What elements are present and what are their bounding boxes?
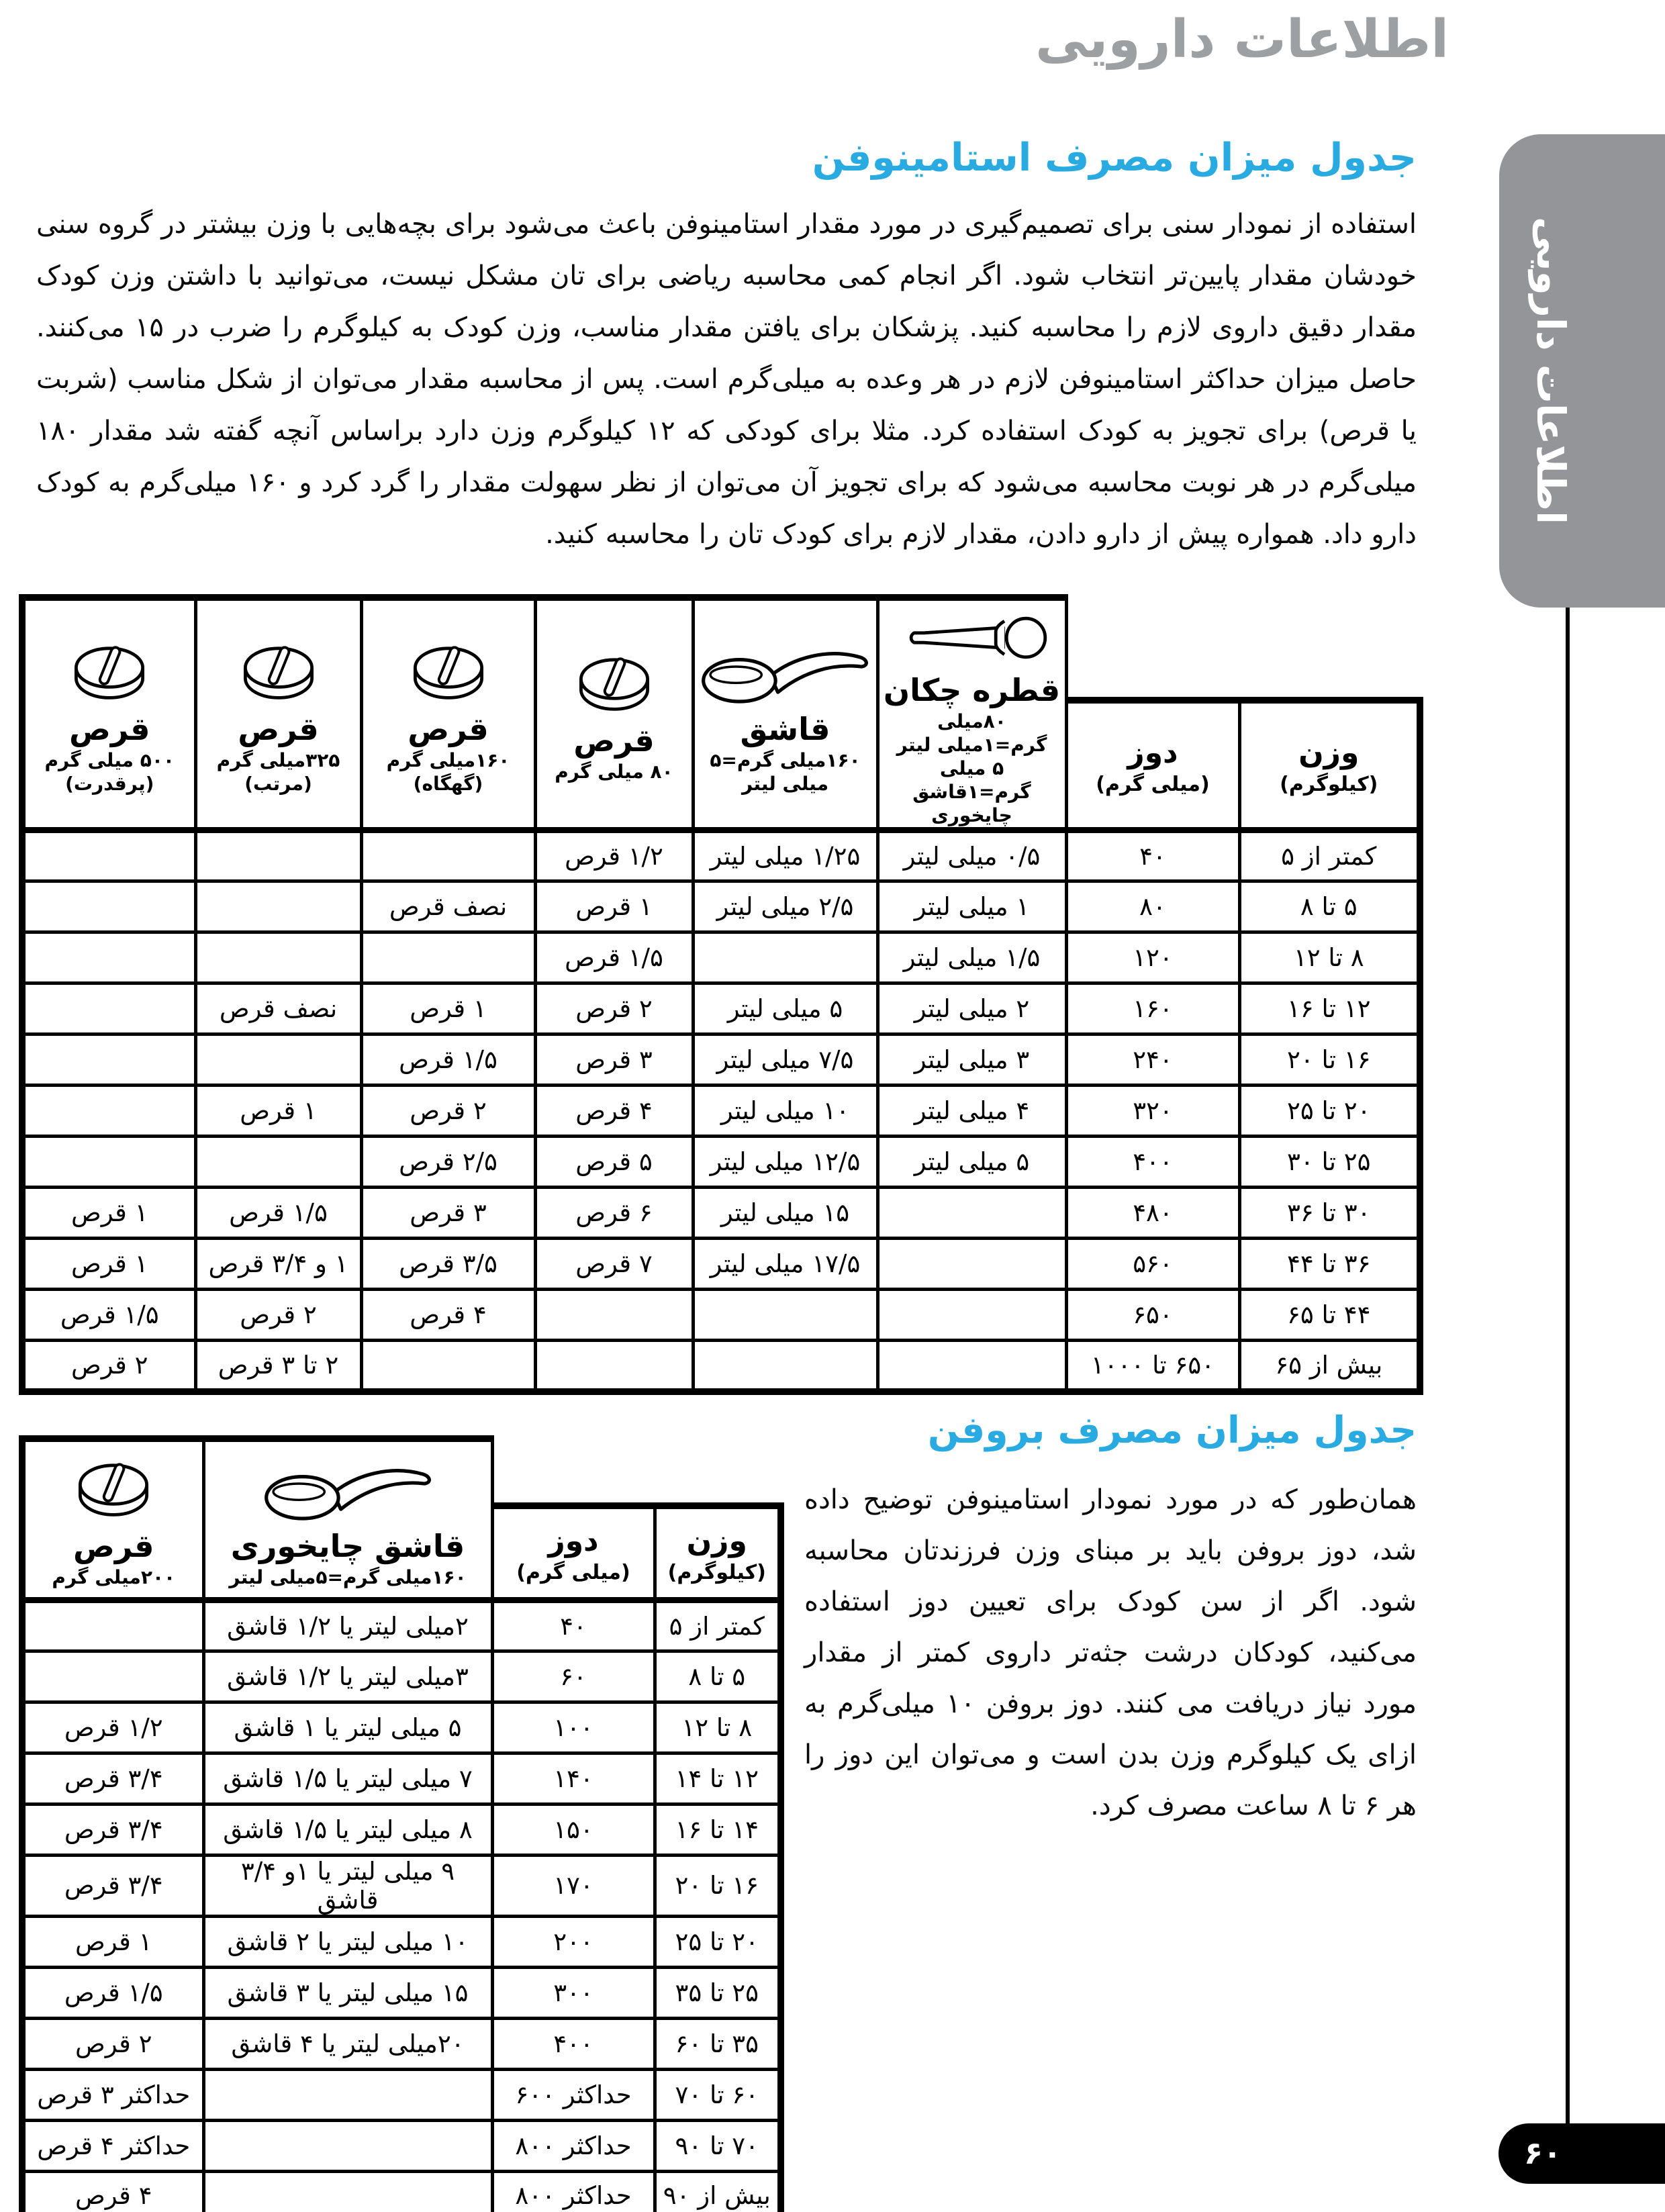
column-subtitle: ۸۰میلی گرم=۱میلی لیتر	[896, 710, 1047, 756]
header-spacer	[1239, 597, 1420, 700]
table-cell: ۲ قرص	[195, 1290, 361, 1341]
table-cell: ۴۰۰	[1066, 1137, 1239, 1188]
table-cell	[877, 1239, 1066, 1290]
pill-icon	[201, 640, 356, 707]
section-tab-label: اطلاعات دارویی	[1528, 217, 1574, 524]
column-subtitle: (پرقدرت)	[65, 772, 154, 795]
table-cell: نصف قرص	[195, 983, 361, 1035]
table-row	[22, 1651, 781, 1702]
table-cell: ۵۶۰	[1066, 1239, 1239, 1290]
table-cell: کمتر از ۵	[655, 1600, 781, 1651]
pill-icon	[367, 640, 530, 707]
acetaminophen-paragraph: استفاده از نمودار سنی برای تصمیم‌گیری در مورد مقدار استامینوفن باعث می‌شود برای بچه‌هایی با وزن بیشتر در گروه سنی خودشان مقدار پایین‌تر انتخاب شود. اگر انجام کمی محاسبه ریاضی برای تان مشکل نیست، می‌توانید با داشتن وزن کودک مقدار دقیق داروی لازم را محاسبه کنید. پزشکان برای یافتن مقدار مناسب، وزن کودک به کیلوگرم را ضرب در ۱۵ می‌کنند. حاصل میزان حداکثر استامینوفن لازم در هر وعده به میلی‌گرم است. پس از محاسبه مقدار می‌توان از شکل مناسب (شربت یا قرص) برای تجویز به کودک استفاده کرد. مثلا برای کودکی که ۱۲ کیلوگرم وزن دارد براساس آنچه گفته شد مقدار ۱۸۰ میلی‌گرم در هر نوبت محاسبه می‌شود که برای تجویز آن می‌توان از نظر سهولت مقدار را گرد کرد و ۱۶۰ میلی‌گرم به کودک دارو داد. همواره پیش از دارو دادن، مقدار لازم برای کودک تان را محاسبه کنید.	[36, 209, 1417, 550]
column-header-dose	[1066, 700, 1239, 830]
table-cell: ۳/۴ قرص	[22, 1753, 203, 1804]
table-cell: ۵ میلی لیتر	[693, 983, 877, 1035]
column-header-spoon	[693, 597, 877, 830]
column-title: دوز	[1127, 736, 1178, 771]
table-cell: ۱۰۰	[492, 1702, 655, 1753]
ibuprofen-dose-table	[19, 1435, 784, 2212]
column-subtitle: (کیلوگرم)	[1280, 773, 1378, 797]
table-cell: ۳/۴ قرص	[22, 1855, 203, 1916]
column-title: وزن	[686, 1523, 747, 1558]
table-cell	[877, 1290, 1066, 1341]
header-spacer	[1066, 597, 1239, 700]
column-header-weight	[1239, 700, 1420, 830]
table-row	[22, 983, 1420, 1035]
table-cell: ۱۲۰	[1066, 932, 1239, 983]
table-cell: ۱/۵ قرص	[22, 1967, 203, 2018]
table-cell: ۱/۲ قرص	[535, 830, 693, 881]
table-cell: ۵ تا ۸	[655, 1651, 781, 1702]
table-cell: ۳۰۰	[492, 1967, 655, 2018]
table-cell: ۲ قرص	[535, 983, 693, 1035]
column-subtitle: ۱۶۰میلی گرم	[386, 749, 510, 771]
table-cell: حداکثر ۴ قرص	[22, 2120, 203, 2171]
dropper-icon	[884, 608, 1061, 668]
column-title: قاشق	[740, 710, 830, 747]
table-cell: ۱/۵ قرص	[361, 1035, 535, 1086]
table-cell	[22, 932, 195, 983]
column-title: قاشق چایخوری	[230, 1527, 465, 1564]
table-cell	[22, 1137, 195, 1188]
table-cell: ۶۰ تا ۷۰	[655, 2069, 781, 2120]
table-cell: ۱ قرص	[22, 1188, 195, 1239]
table-cell: حداکثر ۶۰۰	[492, 2069, 655, 2120]
table-cell: ۴۰	[492, 1600, 655, 1651]
table-cell	[22, 1086, 195, 1137]
table-cell: ۱۰ میلی لیتر یا ۲ قاشق	[203, 1916, 492, 1967]
column-header-teaspoon	[203, 1439, 492, 1600]
table-cell: ۷۰ تا ۹۰	[655, 2120, 781, 2171]
table-cell: ۱۴ تا ۱۶	[655, 1804, 781, 1855]
table-cell	[535, 1341, 693, 1392]
column-subtitle: ۵ میلی گرم=۱قاشق	[912, 757, 1031, 803]
column-subtitle: ۱۶۰میلی گرم=۵	[710, 749, 861, 771]
column-title: قرص	[238, 710, 319, 747]
table-cell: ۲۴۰	[1066, 1035, 1239, 1086]
table-cell: ۱۷۰	[492, 1855, 655, 1916]
table-cell: ۶۵۰	[1066, 1290, 1239, 1341]
table-cell: ۳۰ تا ۳۶	[1239, 1188, 1420, 1239]
table-cell: ۱۲ تا ۱۶	[1239, 983, 1420, 1035]
table-cell: ۲ قرص	[22, 2018, 203, 2069]
table-cell: ۱ قرص	[22, 1239, 195, 1290]
table-row	[22, 1600, 781, 1651]
ibuprofen-paragraph: همان‌طور که در مورد نمودار استامینوفن توضیح داده شد، دوز بروفن باید بر مبنای وزن فرزندتان محاسبه شود. اگر از سن کودک برای تعیین دوز استفاده می‌کنید، کودکان درشت جثه‌تر داروی کمتر از مقدار مورد نیاز دریافت می کنند. دوز بروفن ۱۰ میلی‌گرم به ازای یک کیلوگرم وزن بدن است و می‌توان این دوز را هر ۶ تا ۸ ساعت مصرف کرد.	[804, 1484, 1417, 1821]
column-subtitle: میلی لیتر	[741, 772, 829, 795]
table-cell	[693, 1290, 877, 1341]
table-cell: ۳میلی لیتر یا ۱/۲ قاشق	[203, 1651, 492, 1702]
column-title: وزن	[1298, 736, 1360, 771]
column-header-dose	[492, 1506, 655, 1600]
table-cell	[693, 932, 877, 983]
column-header-tablet-500	[22, 597, 195, 830]
table-row	[22, 1702, 781, 1753]
table-cell: ۷/۵ میلی لیتر	[693, 1035, 877, 1086]
header-spacer	[492, 1439, 655, 1506]
table-cell: ۴ میلی لیتر	[877, 1086, 1066, 1137]
spoon-icon	[699, 640, 872, 707]
page-number-badge	[1498, 2123, 1665, 2184]
table-row	[22, 2069, 781, 2120]
table-cell	[361, 932, 535, 983]
column-title: قطره چکان	[883, 672, 1061, 708]
table-cell: ۵ تا ۸	[1239, 881, 1420, 932]
table-cell: ۱۵ میلی لیتر یا ۳ قاشق	[203, 1967, 492, 2018]
table-cell	[195, 932, 361, 983]
table-cell: ۱۰ میلی لیتر	[693, 1086, 877, 1137]
header-spacer	[655, 1439, 781, 1506]
table-row	[22, 2120, 781, 2171]
table-cell: ۳ قرص	[361, 1188, 535, 1239]
column-subtitle: ۱۶۰میلی گرم=۵میلی لیتر	[229, 1566, 467, 1588]
table-row	[22, 1341, 1420, 1392]
table-cell	[22, 1035, 195, 1086]
table-cell: ۱۷/۵ میلی لیتر	[693, 1239, 877, 1290]
table-cell	[195, 830, 361, 881]
table-cell: ۲۰ تا ۲۵	[1239, 1086, 1420, 1137]
table-cell: حداکثر ۸۰۰	[492, 2171, 655, 2212]
table-row	[22, 1137, 1420, 1188]
table-cell: ۱۲ تا ۱۴	[655, 1753, 781, 1804]
table-row	[22, 2018, 781, 2069]
table-cell: ۸ تا ۱۲	[655, 1702, 781, 1753]
column-subtitle: ۸۰ میلی گرم	[555, 761, 673, 783]
table-cell: ۹ میلی لیتر یا ۱و ۳/۴ قاشق	[203, 1855, 492, 1916]
column-subtitle: ۵۰۰ میلی گرم	[44, 749, 175, 771]
table-cell: ۶ قرص	[535, 1188, 693, 1239]
column-title: قرص	[408, 710, 489, 747]
column-subtitle: (کیلوگرم)	[667, 1560, 766, 1584]
table-row	[22, 881, 1420, 932]
table-cell: ۲/۵ قرص	[361, 1137, 535, 1188]
table-cell: حداکثر ۸۰۰	[492, 2120, 655, 2171]
column-subtitle: ۲۰۰میلی گرم	[52, 1566, 176, 1588]
column-header-weight	[655, 1506, 781, 1600]
table-cell	[203, 2171, 492, 2212]
column-subtitle: (مرتب)	[244, 772, 312, 795]
table-row	[22, 1855, 781, 1916]
table-cell: ۲۰میلی لیتر یا ۴ قاشق	[203, 2018, 492, 2069]
table-cell: ۰/۵ میلی لیتر	[877, 830, 1066, 881]
table-cell: ۱ قرص	[22, 1916, 203, 1967]
table-cell: ۱۲/۵ میلی لیتر	[693, 1137, 877, 1188]
table-cell: ۱/۲۵ میلی لیتر	[693, 830, 877, 881]
table-cell: ۲ قرص	[22, 1341, 195, 1392]
table-cell: ۴۸۰	[1066, 1188, 1239, 1239]
table-cell: ۳۵ تا ۶۰	[655, 2018, 781, 2069]
table-cell: ۱/۲ قرص	[22, 1702, 203, 1753]
table-cell: بیش از ۹۰	[655, 2171, 781, 2212]
table-cell	[203, 2069, 492, 2120]
column-header-tablet-325	[195, 597, 361, 830]
table-cell: ۲ میلی لیتر	[877, 983, 1066, 1035]
table-cell: ۷ میلی لیتر یا ۱/۵ قاشق	[203, 1753, 492, 1804]
column-title: دوز	[548, 1523, 599, 1558]
table-cell: ۶۰	[492, 1651, 655, 1702]
table-cell: ۲۰۰	[492, 1916, 655, 1967]
table-cell: ۵ میلی لیتر یا ۱ قاشق	[203, 1702, 492, 1753]
table-cell: ۴۰	[1066, 830, 1239, 881]
column-header-dropper	[877, 597, 1066, 830]
table-cell: ۲میلی لیتر یا ۱/۲ قاشق	[203, 1600, 492, 1651]
table-row	[22, 1239, 1420, 1290]
table-cell: ۱۶ تا ۲۰	[1239, 1035, 1420, 1086]
column-title: قرص	[73, 1527, 154, 1564]
table-cell: ۱۶۰	[1066, 983, 1239, 1035]
table-cell	[195, 1137, 361, 1188]
table-cell: ۱۵۰	[492, 1804, 655, 1855]
column-subtitle: (میلی گرم)	[1096, 773, 1210, 797]
table-cell: ۱۶ تا ۲۰	[655, 1855, 781, 1916]
column-header-tablet-160	[361, 597, 535, 830]
table-cell: ۳ میلی لیتر	[877, 1035, 1066, 1086]
ibuprofen-heading: جدول میزان مصرف بروفن	[927, 1408, 1417, 1451]
table-row	[22, 1188, 1420, 1239]
table-cell: ۴ قرص	[535, 1086, 693, 1137]
table-cell: ۳/۵ قرص	[361, 1239, 535, 1290]
table-cell	[877, 1341, 1066, 1392]
table-cell	[361, 1341, 535, 1392]
table-cell: ۱ قرص	[535, 881, 693, 932]
table-cell	[203, 2120, 492, 2171]
table-cell: ۸ میلی لیتر یا ۱/۵ قاشق	[203, 1804, 492, 1855]
table-cell	[195, 881, 361, 932]
table-cell: ۵ قرص	[535, 1137, 693, 1188]
table-row	[22, 932, 1420, 983]
table-cell: بیش از ۶۵	[1239, 1341, 1420, 1392]
table-cell: ۲۰ تا ۲۵	[655, 1916, 781, 1967]
column-header-tablet-200	[22, 1439, 203, 1600]
table-cell: ۱/۵ قرص	[195, 1188, 361, 1239]
table-row	[22, 1804, 781, 1855]
table-cell	[22, 881, 195, 932]
table-cell: ۴ قرص	[22, 2171, 203, 2212]
column-header-tablet-80	[535, 597, 693, 830]
page-number: ۶۰	[1524, 2134, 1562, 2171]
table-cell: ۴۴ تا ۶۵	[1239, 1290, 1420, 1341]
table-cell: ۷ قرص	[535, 1239, 693, 1290]
table-cell: ۳/۴ قرص	[22, 1804, 203, 1855]
spoon-icon	[209, 1457, 487, 1524]
acetaminophen-dose-table	[19, 594, 1423, 1395]
table-cell: ۲ تا ۳ قرص	[195, 1341, 361, 1392]
column-subtitle: چایخوری	[931, 804, 1012, 826]
table-row	[22, 1967, 781, 2018]
table-cell: ۶۵۰ تا ۱۰۰۰	[1066, 1341, 1239, 1392]
table-row	[22, 1290, 1420, 1341]
table-cell	[22, 830, 195, 881]
table-cell	[535, 1290, 693, 1341]
table-cell	[22, 1600, 203, 1651]
table-cell: ۱ قرص	[195, 1086, 361, 1137]
table-cell	[22, 1651, 203, 1702]
page-title: اطلاعات دارویی	[1035, 9, 1449, 70]
column-subtitle: (گهگاه)	[413, 772, 483, 795]
column-title: قرص	[573, 722, 655, 759]
table-cell: نصف قرص	[361, 881, 535, 932]
table-row	[22, 1035, 1420, 1086]
table-cell	[195, 1035, 361, 1086]
table-row	[22, 830, 1420, 881]
table-cell: ۲۵ تا ۳۵	[655, 1967, 781, 2018]
table-cell: ۳۲۰	[1066, 1086, 1239, 1137]
table-cell: ۱ میلی لیتر	[877, 881, 1066, 932]
table-cell: ۳۶ تا ۴۴	[1239, 1239, 1420, 1290]
column-title: قرص	[68, 710, 150, 747]
column-subtitle: (میلی گرم)	[516, 1560, 630, 1584]
acetaminophen-heading: جدول میزان مصرف استامینوفن	[812, 136, 1417, 180]
pill-icon	[30, 640, 190, 707]
table-cell: ۸ تا ۱۲	[1239, 932, 1420, 983]
table-cell: ۴۰۰	[492, 2018, 655, 2069]
table-row	[22, 1086, 1420, 1137]
column-subtitle: ۳۲۵میلی گرم	[216, 749, 340, 771]
table-cell: ۱ قرص	[361, 983, 535, 1035]
table-cell	[877, 1188, 1066, 1239]
pill-icon	[541, 651, 687, 718]
table-cell: ۱/۵ قرص	[22, 1290, 195, 1341]
table-cell: ۱/۵ قرص	[535, 932, 693, 983]
table-cell: ۱۵ میلی لیتر	[693, 1188, 877, 1239]
table-row	[22, 1916, 781, 1967]
table-cell: ۱۴۰	[492, 1753, 655, 1804]
table-cell	[693, 1341, 877, 1392]
table-cell: ۱ و ۳/۴ قرص	[195, 1239, 361, 1290]
table-cell: ۸۰	[1066, 881, 1239, 932]
table-cell: حداکثر ۳ قرص	[22, 2069, 203, 2120]
table-cell: ۳ قرص	[535, 1035, 693, 1086]
sidebar-divider-line	[1566, 608, 1570, 2123]
table-cell	[22, 983, 195, 1035]
table-cell: کمتر از ۵	[1239, 830, 1420, 881]
table-cell: ۲/۵ میلی لیتر	[693, 881, 877, 932]
pill-icon	[30, 1457, 198, 1524]
table-cell: ۱/۵ میلی لیتر	[877, 932, 1066, 983]
table-cell: ۲ قرص	[361, 1086, 535, 1137]
section-tab	[1499, 134, 1665, 608]
table-cell: ۴ قرص	[361, 1290, 535, 1341]
table-cell	[361, 830, 535, 881]
table-cell: ۲۵ تا ۳۰	[1239, 1137, 1420, 1188]
table-cell: ۵ میلی لیتر	[877, 1137, 1066, 1188]
table-row	[22, 1753, 781, 1804]
table-row	[22, 2171, 781, 2212]
